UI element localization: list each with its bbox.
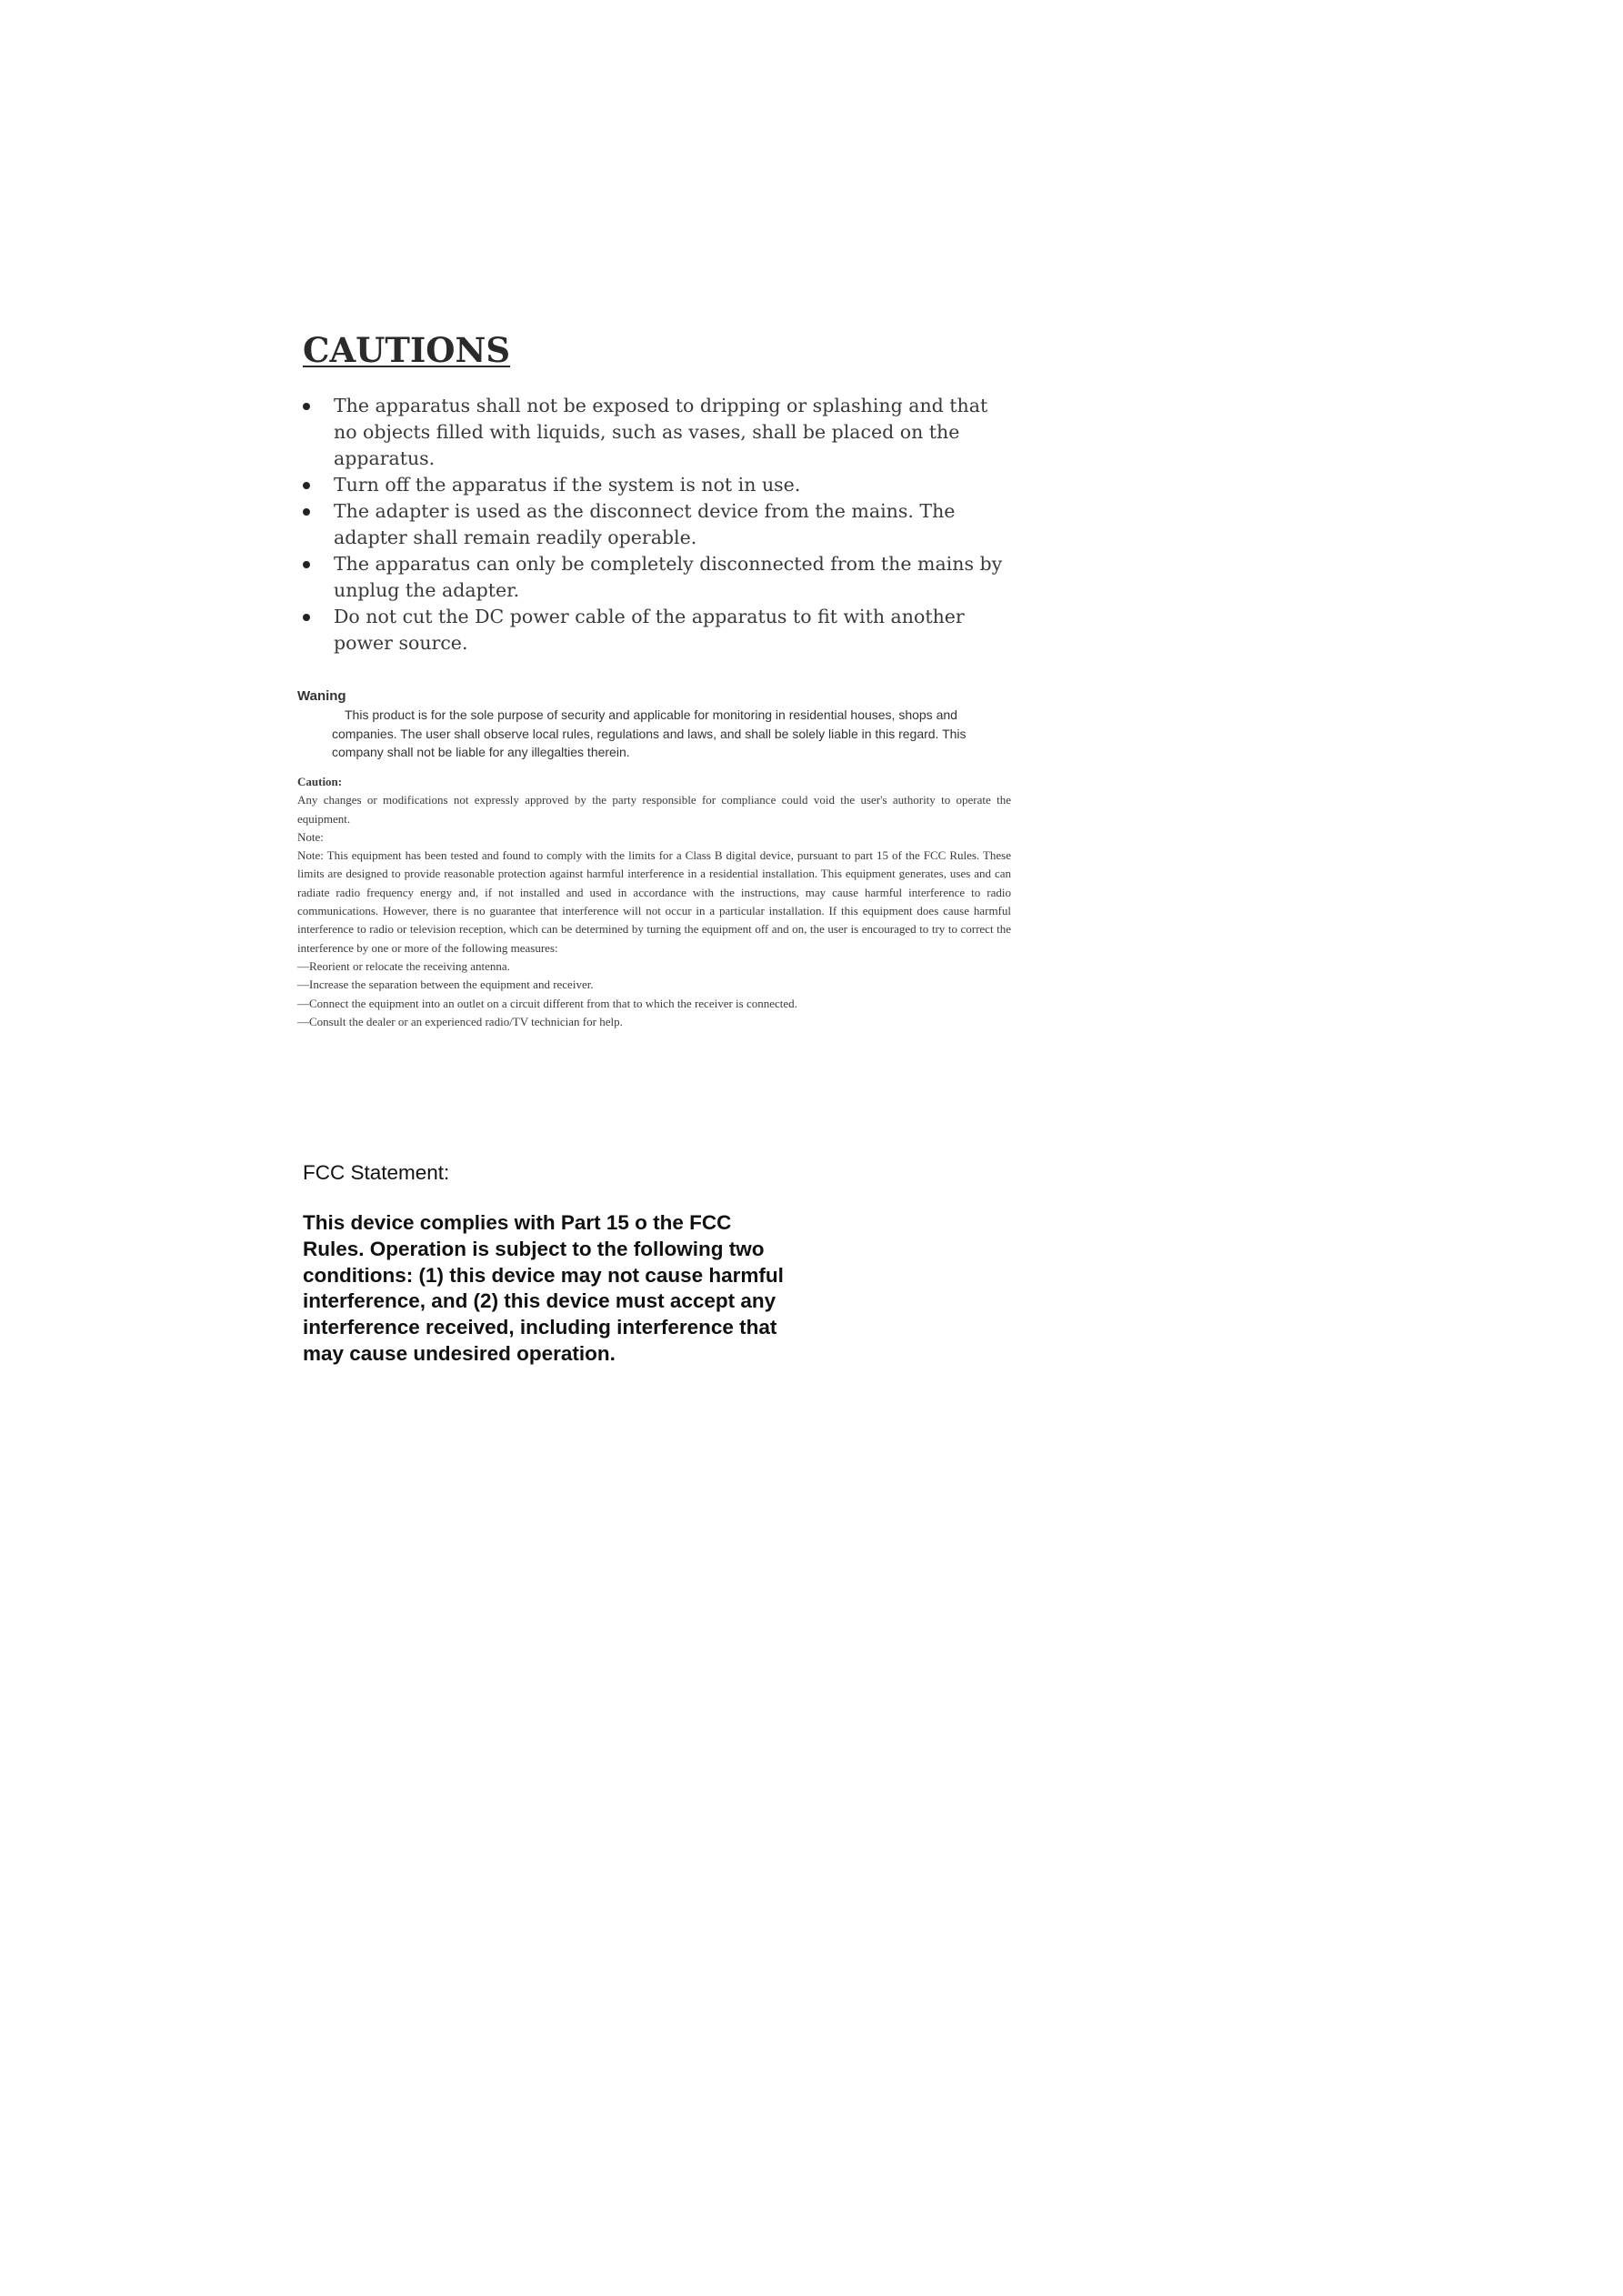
cautions-list xyxy=(303,393,1012,657)
fcc-statement-body: This device complies with Part 15 o the FCC Rules. Operation is subject to the following two conditions: (1) this device may not cause harmful interference, and (2) this device must accept any interference received, including interference that may cause undesired operation. xyxy=(303,1211,784,1365)
bullet-icon xyxy=(303,508,310,516)
list-item xyxy=(303,472,1012,498)
caution-item-text: The apparatus shall not be exposed to dripping or splashing and that no objects filled with liquids, such as vases, shall be placed on the apparatus. xyxy=(334,395,988,469)
bullet-icon xyxy=(303,403,310,410)
list-item xyxy=(303,551,1012,604)
fcc-statement-section xyxy=(303,1159,848,1368)
measure-item: —Consult the dealer or an experienced radio/TV technician for help. xyxy=(297,1014,623,1028)
caution-item-text: Do not cut the DC power cable of the apparatus to fit with another power source. xyxy=(334,606,965,654)
fcc-notice-section xyxy=(297,773,1011,1031)
caution-item-text: The apparatus can only be completely disconnected from the mains by unplug the adapter. xyxy=(334,553,1003,601)
note-text: Note: This equipment has been tested and found to comply with the limits for a Class B digital device, pursuant to part 15 of the FCC Rules. These limits are designed to provide reasonable protection against harmful interference in a residential installation. This equipment generates, uses and can radiate radio frequency energy and, if not installed and used in accordance with the instructions, may cause harmful interference to radio communications. However, there is no guarantee that interference will not occur in a particular installation. If this equipment does cause harmful interference to radio or television reception, which can be determined by turning the equipment off and on, the user is encouraged to try to correct the interference by one or more of the following measures: xyxy=(297,848,1011,955)
measure-item: —Connect the equipment into an outlet on a circuit different from that to which the receiver is connected. xyxy=(297,996,797,1010)
list-item xyxy=(303,393,1012,472)
note-label: Note: xyxy=(297,829,324,844)
caution-item-text: The adapter is used as the disconnect device from the mains. The adapter shall remain readily operable. xyxy=(334,500,956,548)
bullet-icon xyxy=(303,561,310,568)
measure-item: —Increase the separation between the equipment and receiver. xyxy=(297,978,594,992)
bullet-icon xyxy=(303,614,310,621)
list-item xyxy=(303,498,1012,551)
warning-section xyxy=(297,687,1016,762)
caution-text: Any changes or modifications not expressly approved by the party responsible for compliance could void the user's authority to operate the equipment. xyxy=(297,793,1011,826)
warning-text: This product is for the sole purpose of security and applicable for monitoring in residential houses, shops and companies. The user shall observe local rules, regulations and laws, and shall be solely liable in this regard. This company shall not be liable for any illegalties therein. xyxy=(332,707,967,759)
bullet-icon xyxy=(303,482,310,489)
cautions-title: CAUTIONS xyxy=(303,330,511,370)
list-item xyxy=(303,604,1012,657)
caution-item-text: Turn off the apparatus if the system is not in use. xyxy=(334,474,801,496)
warning-heading: Waning xyxy=(297,688,346,704)
caution-heading: Caution: xyxy=(297,775,343,788)
measure-item: —Reorient or relocate the receiving antenna. xyxy=(297,958,510,973)
fcc-statement-title: FCC Statement: xyxy=(303,1161,450,1184)
